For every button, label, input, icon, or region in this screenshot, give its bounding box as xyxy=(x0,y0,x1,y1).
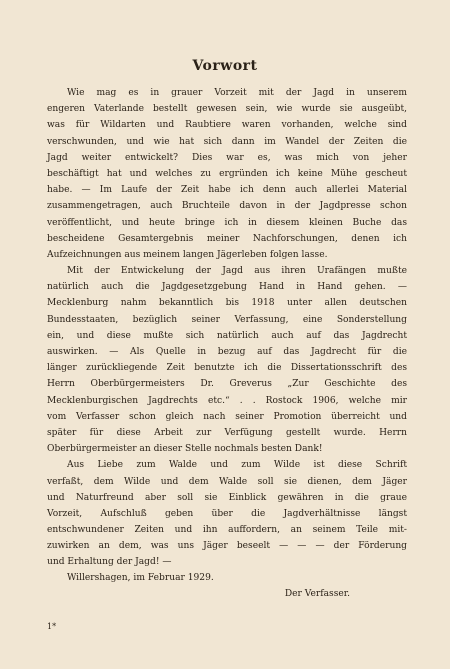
text-line: engeren Vaterlande bestellt gewesen sein, wie wurde sie ausgeübt, xyxy=(47,104,407,115)
text-line: verschwunden, und wie hat sich dann im Wandel der Zeiten die xyxy=(47,136,407,147)
text-line: veröffentlicht, und heute bringe ich in diesem kleinen Buche das xyxy=(47,217,407,228)
text-line: zuwirken an dem, was uns Jäger beseelt — — — der Förderung xyxy=(47,541,407,552)
text-line: Bundesstaaten, bezüglich seiner Verfassung, eine Sonderstellung xyxy=(47,314,407,325)
text-line: später für diese Arbeit zur Verfügung gestellt wurde. Herrn xyxy=(47,427,407,438)
text-line: Oberbürgermeister an dieser Stelle nochmals besten Dank! xyxy=(47,444,323,455)
text-line: auswirken. — Als Quelle in bezug auf das Jagdrecht für die xyxy=(47,347,407,357)
page-title: Vorwort xyxy=(192,58,258,74)
text-line: und Erhaltung der Jagd! — xyxy=(47,557,172,568)
text-line: verfaßt, dem Wilde und dem Walde soll sie dienen, dem Jäger xyxy=(47,476,407,487)
page-mark: 1* xyxy=(47,622,57,631)
paragraph-2 xyxy=(47,263,407,457)
text-line: Wie mag es in grauer Vorzeit mit der Jagd in unserem xyxy=(67,88,407,98)
place-date: Willershagen, im Februar 1929. xyxy=(67,573,214,583)
paragraph-3 xyxy=(47,457,407,570)
text-line: beschäftigt hat und welches zu ergründen ich keine Mühe gescheut xyxy=(47,168,407,179)
text-line: Aus Liebe zum Walde und zum Wilde ist diese Schrift xyxy=(67,460,407,471)
text-line: Vorzeit, Aufschluß geben über die Jagdverhältnisse längst xyxy=(47,508,407,519)
text-line: bescheidene Gesamtergebnis meiner Nachforschungen, denen ich xyxy=(47,233,407,244)
text-line: entschwundener Zeiten und ihn auffordern, an seinem Teile mit- xyxy=(47,525,407,536)
text-line: Mecklenburgischen Jagdrechts etc.“ . . Rostock 1906, welche mir xyxy=(47,395,407,406)
text-line: und Naturfreund aber soll sie Einblick gewähren in die graue xyxy=(47,492,407,503)
text-line: natürlich auch die Jagdgesetzgebung Hand in Hand gehen. — xyxy=(47,282,407,293)
text-line: Mit der Entwickelung der Jagd aus ihren Urafängen mußte xyxy=(67,266,407,277)
signature: Der Verfasser. xyxy=(284,589,350,599)
text-line: zusammengetragen, auch Bruchteile davon in der Jagdpresse schon xyxy=(47,201,407,212)
paragraph-1 xyxy=(47,85,407,263)
text-line: Jagd weiter entwickelt? Dies war es, was mich von jeher xyxy=(47,152,407,163)
text-line: ein, und diese mußte sich natürlich auch auf das Jagdrecht xyxy=(47,330,407,341)
text-line: länger zurückliegende Zeit benutzte ich die Dissertationsschrift des xyxy=(47,363,407,374)
text-line: vom Verfasser schon gleich nach seiner Promotion überreicht und xyxy=(47,411,407,422)
text-line: was für Wildarten und Raubtiere waren vorhanden, welche sind xyxy=(47,120,407,131)
foreword-text xyxy=(47,85,407,571)
text-line: Herrn Oberbürgermeisters Dr. Greverus „Zur Geschichte des xyxy=(47,379,407,390)
text-line: habe. — Im Laufe der Zeit habe ich denn auch allerlei Material xyxy=(47,185,407,196)
text-line: Mecklenburg nahm bekanntlich bis 1918 unter allen deutschen xyxy=(47,298,407,309)
text-line: Aufzeichnungen aus meinem langen Jägerleben folgen lasse. xyxy=(47,249,328,260)
